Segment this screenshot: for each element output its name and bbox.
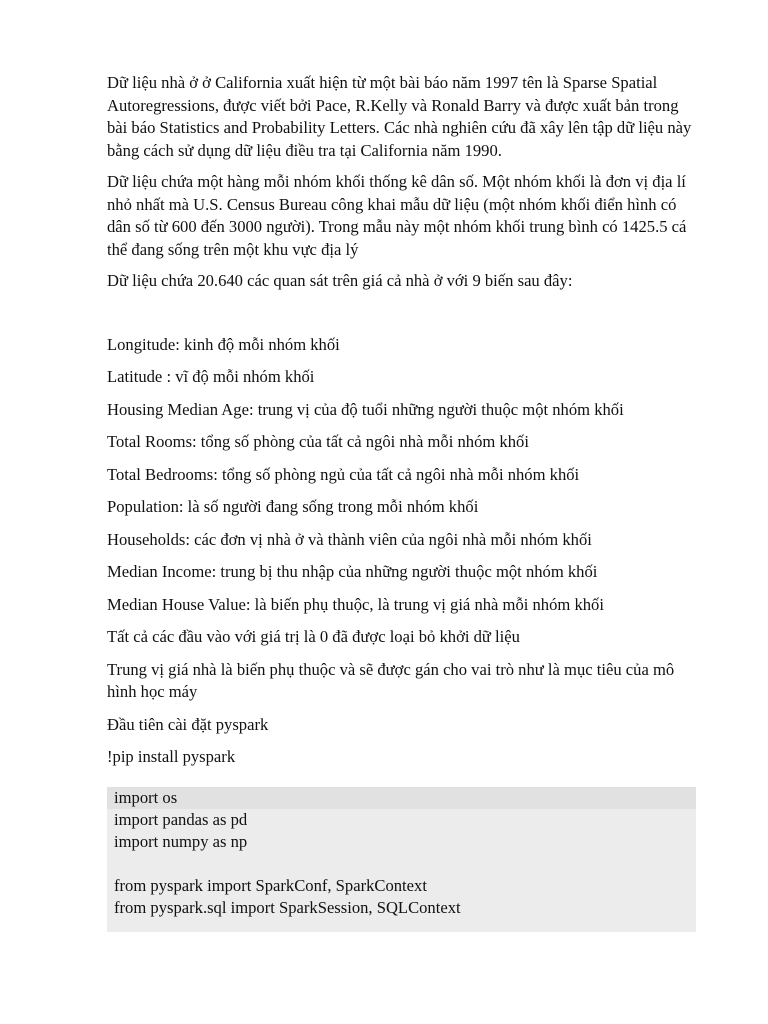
code-block bbox=[107, 787, 696, 932]
install-heading: Đầu tiên cài đặt pyspark bbox=[107, 714, 269, 734]
code-line-6: from pyspark.sql import SparkSession, SQLContext bbox=[114, 898, 461, 917]
intro-paragraph-3: Dữ liệu chứa 20.640 các quan sát trên giá cả nhà ở với 9 biến sau đây: bbox=[107, 271, 573, 290]
document-body bbox=[107, 72, 697, 779]
variables-section bbox=[107, 334, 697, 769]
intro-paragraph-1: Dữ liệu nhà ở ở California xuất hiện từ một bài báo năm 1997 tên là Sparse Spatial Autoregressions, được viết bởi Pace, R.Kelly và Ronald Barry và được xuất bản trong bài báo Statistics and Probability Letters. Các nhà nghiên cứu đã xây lên tập dữ liệu này bằng cách sử dụng dữ liệu điều tra tại California năm 1990. bbox=[107, 73, 692, 160]
variable-latitude: Latitude : vĩ độ mỗi nhóm khối bbox=[107, 367, 315, 386]
code-line-4 bbox=[107, 853, 696, 875]
intro-paragraph-2: Dữ liệu chứa một hàng mỗi nhóm khối thống kê dân số. Một nhóm khối là đơn vị địa lí nhỏ nhất mà U.S. Census Bureau công khai mẫu dữ liệu (một nhóm khối điển hình có dân số từ 600 đến 3000 người). Trong mẫu này một nhóm khối trung bình có 1425.5 cá thể đang sống trên một khu vực địa lý bbox=[107, 172, 687, 259]
code-line-5: from pyspark import SparkConf, SparkContext bbox=[114, 876, 427, 895]
variable-total-bedrooms: Total Bedrooms: tổng số phòng ngủ của tất cả ngôi nhà mỗi nhóm khối bbox=[107, 464, 580, 484]
variable-population: Population: là số người đang sống trong mỗi nhóm khối bbox=[107, 497, 479, 516]
variable-longitude: Longitude: kinh độ mỗi nhóm khối bbox=[107, 334, 340, 354]
variable-median-income: Median Income: trung bị thu nhập của những người thuộc một nhóm khối bbox=[107, 562, 598, 581]
spacer bbox=[107, 302, 697, 334]
variable-households: Households: các đơn vị nhà ở và thành viên của ngôi nhà mỗi nhóm khối bbox=[107, 529, 592, 549]
code-line-1: import os bbox=[107, 787, 696, 809]
variable-total-rooms: Total Rooms: tổng số phòng của tất cả ngôi nhà mỗi nhóm khối bbox=[107, 432, 529, 451]
code-line-2: import pandas as pd bbox=[114, 810, 248, 829]
variable-housing-median-age: Housing Median Age: trung vị của độ tuổi những người thuộc một nhóm khối bbox=[107, 399, 624, 419]
install-command: !pip install pyspark bbox=[107, 747, 236, 766]
code-line-3: import numpy as np bbox=[114, 832, 248, 851]
note-zero-values: Tất cả các đầu vào với giá trị là 0 đã được loại bỏ khởi dữ liệu bbox=[107, 627, 520, 646]
note-target: Trung vị giá nhà là biến phụ thuộc và sẽ được gán cho vai trò như là mục tiêu của mô hình học máy bbox=[107, 659, 675, 701]
intro-section bbox=[107, 72, 697, 293]
variable-median-house-value: Median House Value: là biến phụ thuộc, là trung vị giá nhà mỗi nhóm khối bbox=[107, 594, 604, 614]
